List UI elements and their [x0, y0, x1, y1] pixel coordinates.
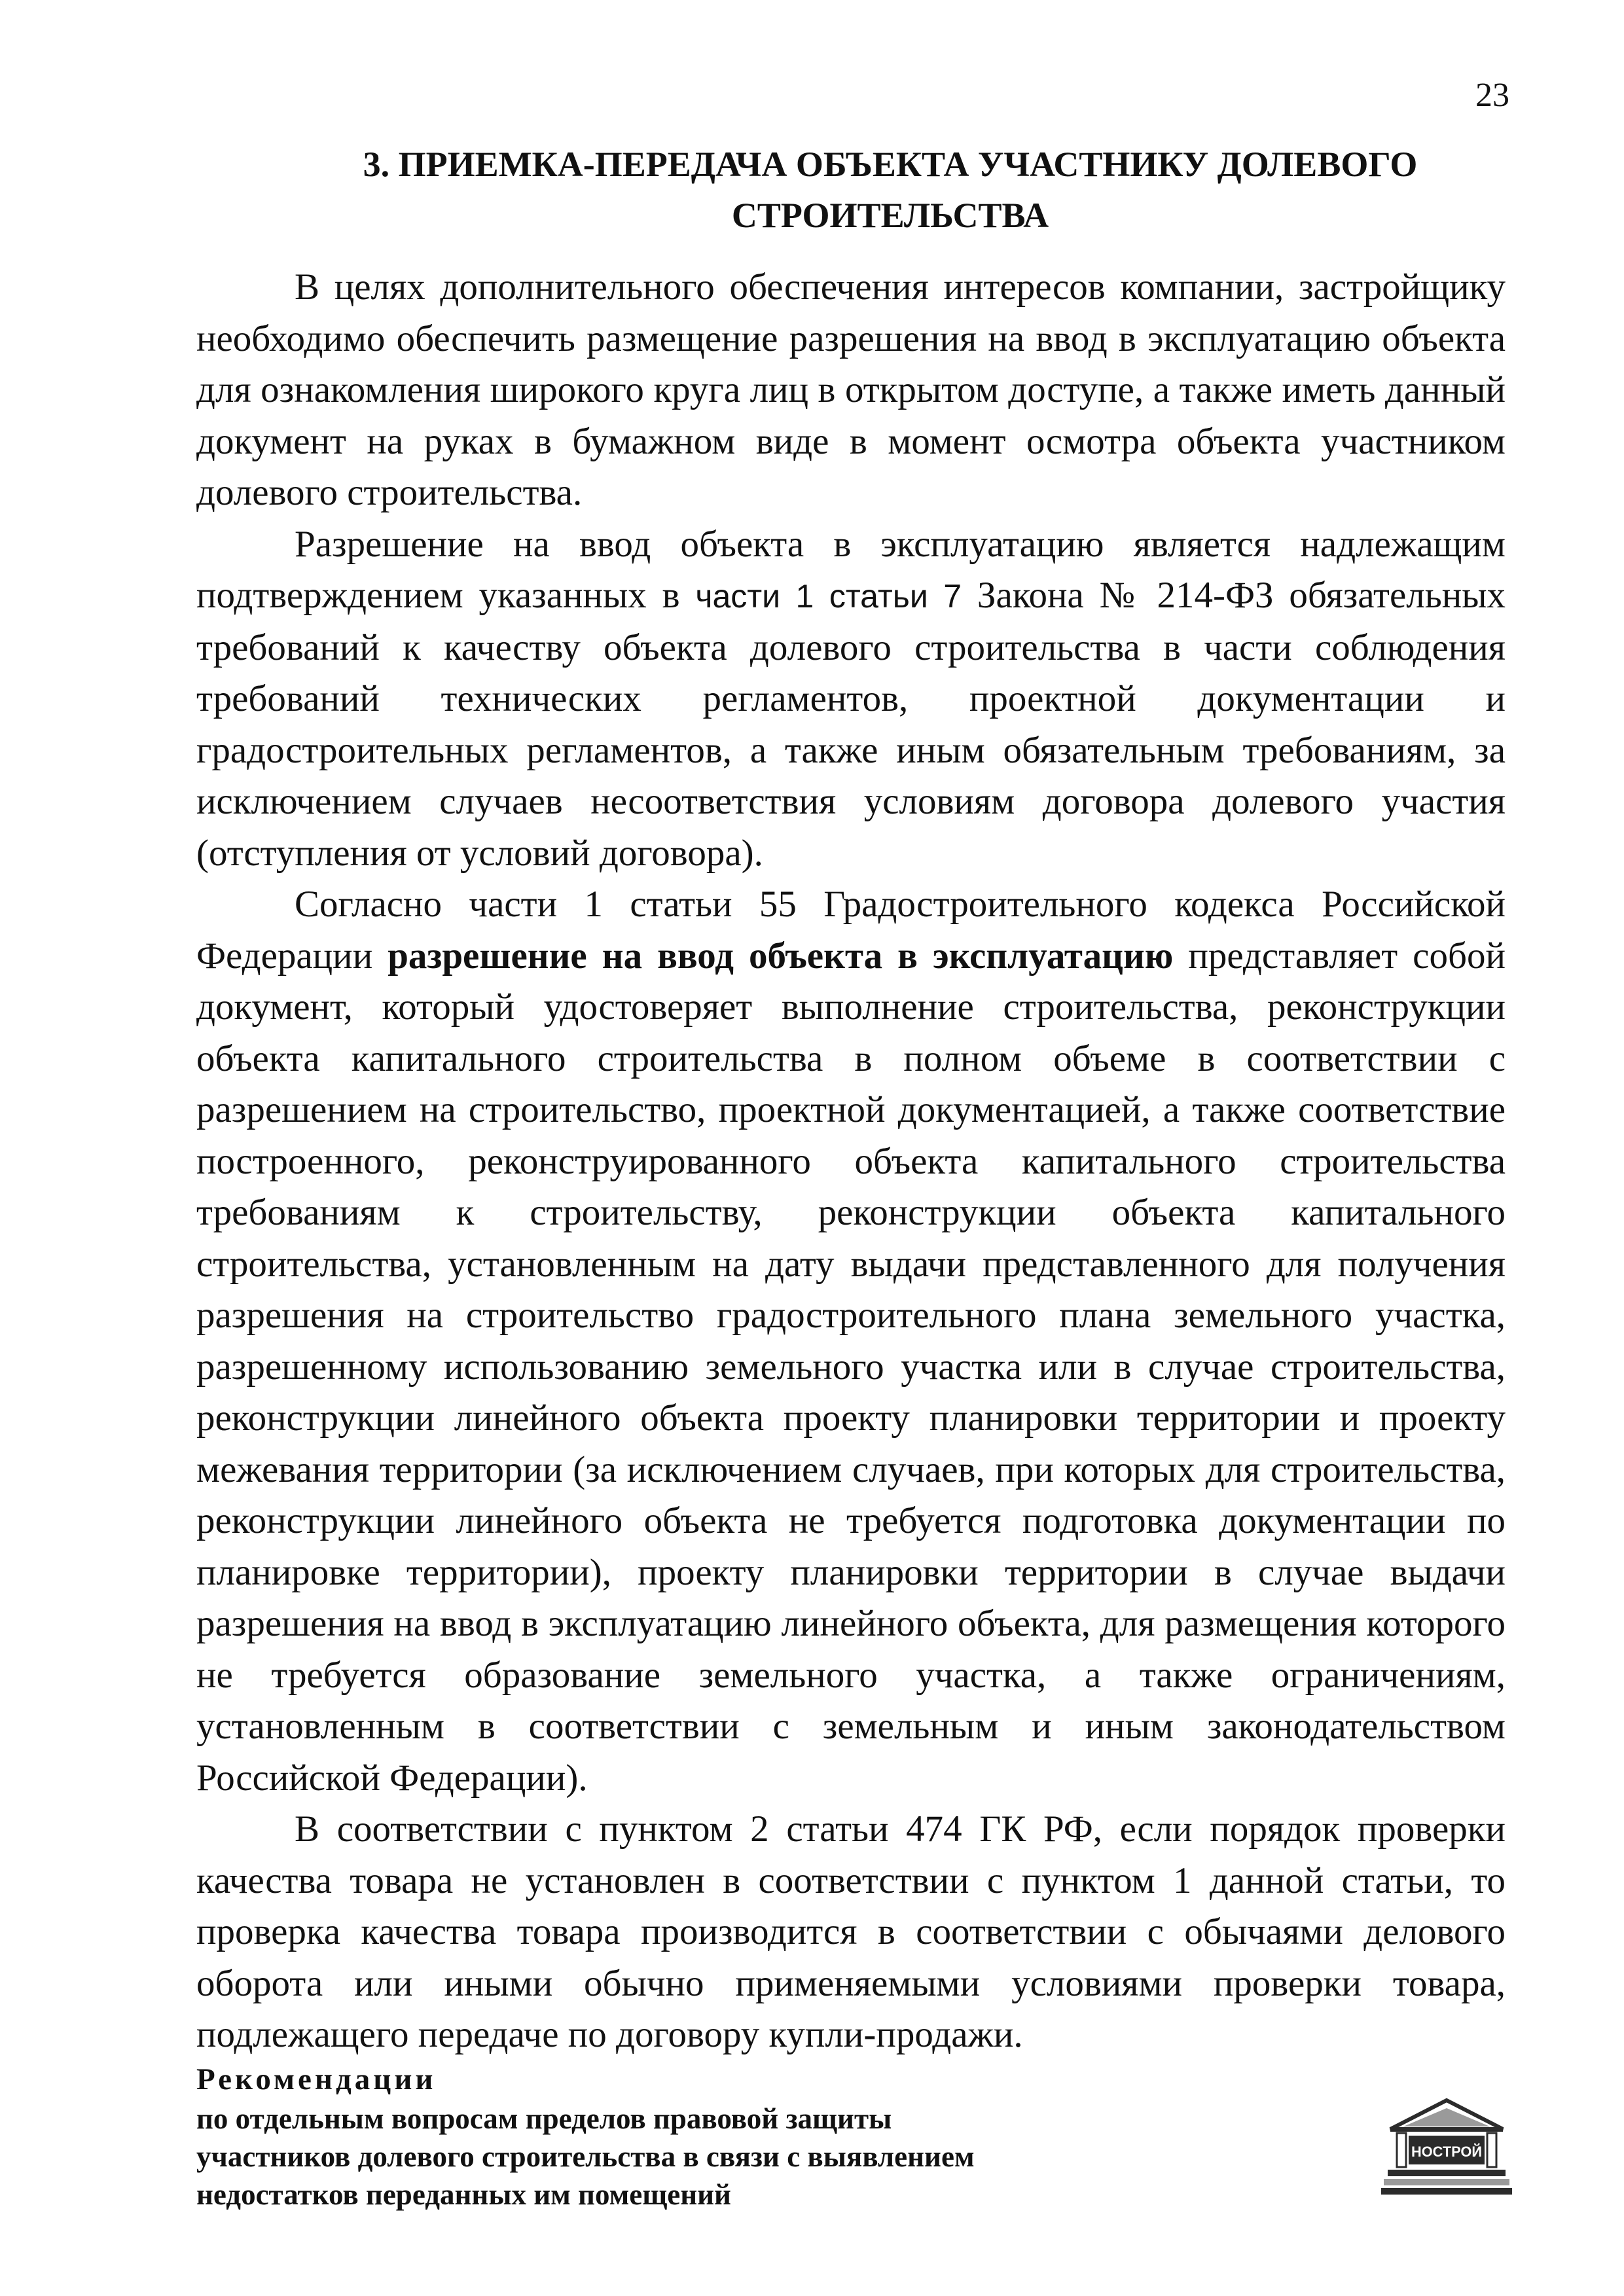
paragraph-3-text-start: Согласно части 1 статьи 55 Градостроительного кодекса Российской Федерации — [196, 884, 1506, 977]
footer-line-1: по отдельным вопросам пределов правовой защиты — [196, 2102, 892, 2135]
law-article-reference: части 1 статьи 7 — [695, 578, 962, 615]
nostroy-logo — [1381, 2098, 1512, 2202]
paragraph-2-text-start: Разрешение на ввод объекта в эксплуатацию является надлежащим подтверждением указанных в — [196, 523, 1506, 616]
section-heading-line-1: 3. ПРИЕМКА-ПЕРЕДАЧА ОБЪЕКТА УЧАСТНИКУ ДОЛЕВОГО — [363, 145, 1418, 184]
paragraph-2 — [196, 519, 1506, 880]
footer-title: Рекомендации — [196, 2062, 437, 2096]
footer — [196, 2060, 1178, 2214]
paragraph-3-bold-term: разрешение на ввод объекта в эксплуатацию — [388, 935, 1174, 977]
footer-line-2: участников долевого строительства в связи с выявлением — [196, 2140, 975, 2173]
paragraph-3-text-end: представляет собой документ, который удостоверяет выполнение строительства, реконструкции объекта капитального строительства в полном объеме в соответствии с разрешением на строительство, проектной документацией, а также соответствие построенного, реконструированного объекта капитального строительства требованиям к строительству, реконструкции объекта капитального строительства, установленным на дату выдачи представленного для получения разрешения на строительство градостроительного плана земельного участка, разрешенному использованию земельного участка или в случае строительства, реконструкции линейного объекта проекту планировки территории и проекту межевания территории (за исключением случаев, при которых для строительства, реконструкции линейного объекта не требуется подготовка документации по планировке территории), проекту планировки территории в случае выдачи разрешения на ввод в эксплуатацию линейного объекта, для размещения которого не требуется образование земельного участка, а также ограничениям, установленным в соответствии с земельным и иным законодательством Российской Федерации). — [196, 935, 1506, 1799]
paragraph-1: В целях дополнительного обеспечения интересов компании, застройщику необходимо обеспечить размещение разрешения на ввод в эксплуатацию объекта для ознакомления широкого круга лиц в открытом доступе, а также иметь данный документ на руках в бумажном виде в момент осмотра объекта участником долевого строительства. — [196, 266, 1506, 513]
paragraph-3 — [196, 879, 1506, 1804]
footer-line-3: недостатков переданных им помещений — [196, 2178, 731, 2211]
paragraph-2-text-end: Закона № 214-ФЗ обязательных требований к качеству объекта долевого строительства в части соблюдения требований технических регламентов, проектной документации и градостроительных регламентов, а также иным обязательным требованиям, за исключением случаев несоответствия условиям договора долевого участия (отступления от условий договора). — [196, 575, 1506, 874]
paragraph-4: В соответствии с пунктом 2 статьи 474 ГК РФ, если порядок проверки качества товара не установлен в соответствии с пунктом 1 данной статьи, то проверка качества товара производится в соответствии с обычаями делового оборота или иными обычно применяемыми условиями проверки товара, подлежащего передаче по договору купли-продажи. — [196, 1808, 1506, 2055]
section-heading — [196, 139, 1584, 241]
page-number: 23 — [1475, 77, 1509, 114]
logo-text: НОСТРОЙ — [1411, 2144, 1482, 2160]
building-columns-icon — [1381, 2100, 1512, 2195]
body-text — [196, 262, 1506, 2061]
section-heading-line-2: СТРОИТЕЛЬСТВА — [731, 196, 1049, 235]
